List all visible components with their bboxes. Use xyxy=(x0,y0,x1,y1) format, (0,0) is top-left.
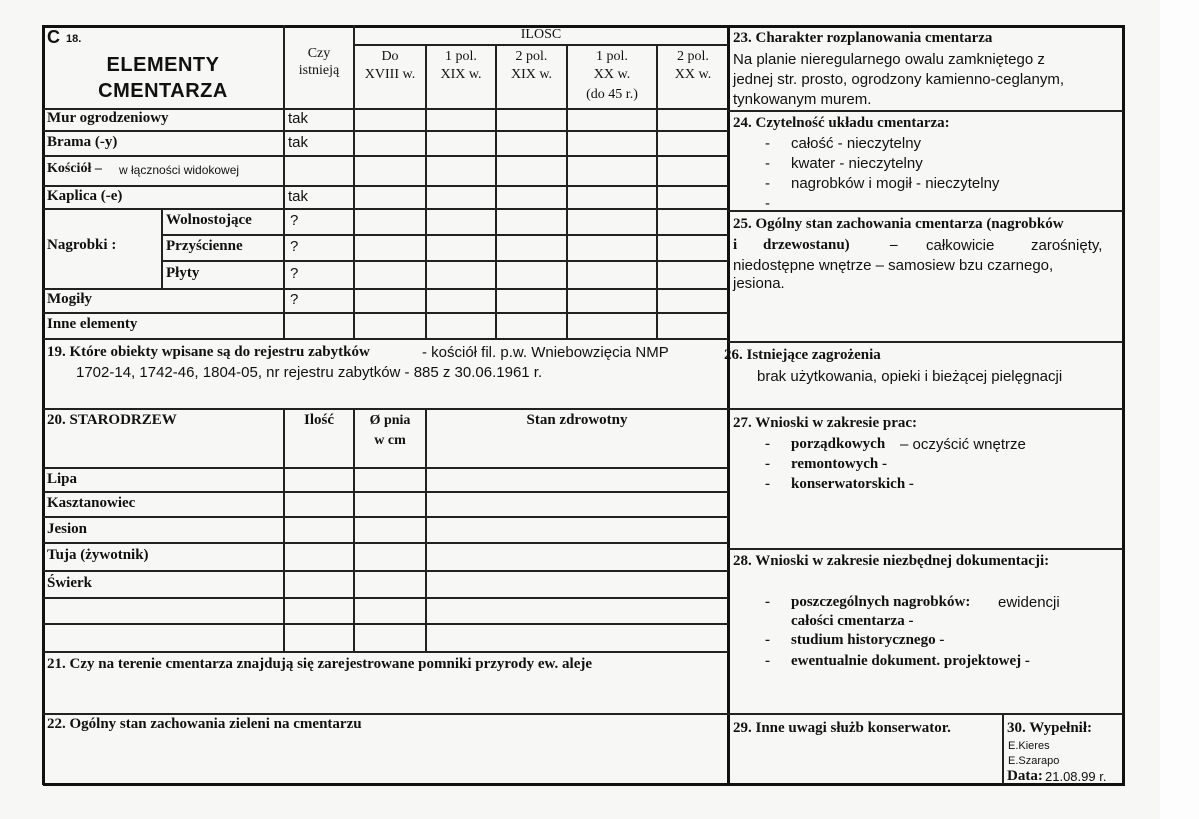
s24-item-dash: - xyxy=(765,135,770,152)
s27-item-value: – oczyścić wnętrze xyxy=(900,436,1026,453)
s27-item-text: konserwatorskich - xyxy=(791,476,914,492)
s28-item-dash: - xyxy=(765,653,770,669)
s23-line-1: Na planie nieregularnego owalu zamkniętego z xyxy=(733,51,1045,68)
row-wolno xyxy=(161,234,728,236)
row-s24 xyxy=(728,210,1123,212)
label-mogily: Mogiły xyxy=(47,291,92,307)
frame-right xyxy=(1122,25,1125,785)
tree-jesion: Jesion xyxy=(47,521,88,537)
row-przysc xyxy=(161,260,728,262)
s25-line-4: jesiona. xyxy=(733,275,785,292)
s30-name-1: E.Kieres xyxy=(1008,740,1050,752)
value-plyty: ? xyxy=(290,265,299,282)
s30-date-label: Data: xyxy=(1007,768,1043,784)
row-plyty xyxy=(43,288,728,290)
s23-line-2: jednej str. prosto, ogrodzony kamienno-ceglanym, xyxy=(733,71,1065,88)
s20-label: 20. STARODRZEW xyxy=(47,412,177,428)
label-brama: Brama (-y) xyxy=(47,134,118,150)
exists-header-2: istnieją xyxy=(298,63,340,78)
label-kosciol: Kościół – xyxy=(47,161,102,176)
s20-row-6 xyxy=(43,623,728,625)
s22-label: 22. Ogólny stan zachowania zieleni na cmentarzu xyxy=(47,716,362,732)
value-przysc: ? xyxy=(290,238,299,255)
s20-qty-header: Ilość xyxy=(304,412,334,428)
period-header-l1: 2 pol. xyxy=(677,49,709,64)
s29-label: 29. Inne uwagi służb konserwator. xyxy=(733,720,951,736)
period-header-l2: XX w. xyxy=(674,67,712,82)
value-wolno: ? xyxy=(290,212,299,229)
s24-item-dash: - xyxy=(765,195,770,212)
label-kaplica: Kaplica (-e) xyxy=(47,188,123,204)
period-header-l1: 1 pol. xyxy=(596,49,628,64)
value-mogily: ? xyxy=(290,291,299,308)
row-s27 xyxy=(728,548,1123,550)
s30-date-value: 21.08.99 r. xyxy=(1045,769,1107,784)
label-plyty: Płyty xyxy=(166,265,200,281)
col-s30 xyxy=(1002,713,1004,784)
s28-item-text: studium historycznego - xyxy=(791,632,945,648)
label-inne: Inne elementy xyxy=(47,316,138,332)
s27-item-dash: - xyxy=(765,476,770,492)
s24-item-dash: - xyxy=(765,155,770,172)
period-header-l1: Do xyxy=(381,49,399,64)
row-inne xyxy=(43,338,728,340)
col-p2-left xyxy=(425,44,427,338)
period-header-l2: XIX w. xyxy=(440,67,482,82)
s20-row-3 xyxy=(43,542,728,544)
s20-health-header: Stan zdrowotny xyxy=(526,412,628,428)
s20-row-1 xyxy=(43,491,728,493)
exists-header-1: Czy xyxy=(307,46,331,61)
row-s19 xyxy=(43,408,728,410)
row-s26 xyxy=(728,408,1123,410)
s24-label: 24. Czytelność układu cmentarza: xyxy=(733,115,950,131)
frame-left xyxy=(42,25,45,785)
period-header-l2: XX w. xyxy=(593,67,631,82)
s25-label-2c: – xyxy=(890,237,898,253)
period-header-l2: XVIII w. xyxy=(364,67,416,82)
s27-item-dash: - xyxy=(765,456,770,472)
s20-row-4 xyxy=(43,570,728,572)
row-mur xyxy=(43,130,728,132)
note-kosciol: w łączności widokowej xyxy=(119,163,240,177)
s27-item-dash: - xyxy=(765,436,770,452)
tree-swierk: Świerk xyxy=(47,575,92,591)
col-p3-left xyxy=(495,44,497,338)
s27-label: 27. Wnioski w zakresie prac: xyxy=(733,415,918,431)
row-s21 xyxy=(43,713,1123,715)
scan-margin xyxy=(1160,0,1199,819)
period-header-l1: 1 pol. xyxy=(445,49,477,64)
period-header-l1: 2 pol. xyxy=(515,49,548,64)
s20-col-qty xyxy=(283,408,285,651)
s27-item-text: porządkowych xyxy=(791,436,886,452)
s20-col-health xyxy=(425,408,427,651)
period-header-l3: (do 45 r.) xyxy=(586,87,638,102)
s25-label-2b: drzewostanu) xyxy=(763,237,850,253)
corner-number: 18. xyxy=(66,33,82,45)
label-mur: Mur ogrodzeniowy xyxy=(47,110,169,126)
col-p5-left xyxy=(656,44,658,338)
s23-label: 23. Charakter rozplanowania cmentarza xyxy=(733,30,993,46)
label-przysc: Przyścienne xyxy=(166,238,243,254)
s26-label: 26. Istniejące zagrożenia xyxy=(724,347,881,363)
frame-bottom xyxy=(43,783,1125,786)
value-brama: tak xyxy=(288,134,309,151)
s28-item-dash: - xyxy=(765,632,770,648)
s25-line-2e: zarośnięty, xyxy=(1031,237,1103,254)
s24-item-dash: - xyxy=(765,175,770,192)
label-wolno: Wolnostojące xyxy=(166,212,252,228)
col-nagrobki-sub xyxy=(161,208,163,288)
row-brama xyxy=(43,155,728,157)
frame-middle xyxy=(727,25,730,785)
s19-value-1: - kościół fil. p.w. Wniebowzięcia NMP xyxy=(422,344,669,361)
s28-item-dash: - xyxy=(765,594,770,610)
s20-trunk-header-2: w cm xyxy=(374,433,406,448)
s24-item-text: kwater - nieczytelny xyxy=(791,155,923,172)
s21-label: 21. Czy na terenie cmentarza znajdują się zarejestrowane pomniki przyrody ew. aleje xyxy=(47,656,593,672)
s25-label-1: 25. Ogólny stan zachowania cmentarza (nagrobków xyxy=(733,216,1064,232)
corner-letter: C xyxy=(47,27,60,47)
s19-value-2: 1702-14, 1742-46, 1804-05, nr rejestru zabytków - 885 z 30.06.1961 r. xyxy=(76,364,543,381)
s20-trunk-header-1: Ø pnia xyxy=(369,413,411,428)
row-kaplica xyxy=(43,208,728,210)
s30-label: 30. Wypełnił: xyxy=(1007,720,1093,736)
s28-item-text: poszczególnych nagrobków: xyxy=(791,594,971,610)
s28-label: 28. Wnioski w zakresie niezbędnej dokumentacji: xyxy=(733,553,1050,569)
label-nagrobki: Nagrobki : xyxy=(47,237,117,253)
tree-tuja: Tuja (żywotnik) xyxy=(47,547,149,563)
s20-row-7 xyxy=(43,651,728,653)
title-line1: ELEMENTY xyxy=(106,54,220,76)
s28-item-text: ewentualnie dokument. projektowej - xyxy=(791,653,1030,669)
s25-line-3: niedostępne wnętrze – samosiew bzu czarnego, xyxy=(733,257,1054,274)
row-ilosc xyxy=(353,44,728,46)
ilosc-header: ILOŚĆ xyxy=(520,27,562,42)
s20-row-5 xyxy=(43,597,728,599)
s19-label: 19. Które obiekty wpisane są do rejestru zabytków xyxy=(47,344,370,360)
s24-item-text: nagrobków i mogił - nieczytelny xyxy=(791,175,1000,192)
tree-lipa: Lipa xyxy=(47,471,78,487)
s28-item-value: ewidencji xyxy=(998,594,1060,611)
s28-item-text: całości cmentarza - xyxy=(791,613,914,629)
s20-row-head xyxy=(43,467,728,469)
tree-kasztanowiec: Kasztanowiec xyxy=(47,495,136,511)
row-kosciol xyxy=(43,185,728,187)
s23-line-3: tynkowanym murem. xyxy=(733,91,872,108)
value-mur: tak xyxy=(288,110,309,127)
s25-line-2d: całkowicie xyxy=(926,237,995,254)
period-header-l2: XIX w. xyxy=(510,67,553,82)
s27-item-text: remontowych - xyxy=(791,456,887,472)
s30-name-2: E.Szarapo xyxy=(1008,755,1060,767)
title-line2: CMENTARZA xyxy=(98,80,228,102)
row-s23 xyxy=(728,110,1123,112)
s26-value: brak użytkowania, opieki i bieżącej pielęgnacji xyxy=(757,368,1063,385)
row-mogily xyxy=(43,312,728,314)
s24-item-text: całość - nieczytelny xyxy=(791,135,922,152)
s20-row-2 xyxy=(43,516,728,518)
s25-label-2a: i xyxy=(733,237,738,253)
row-s25 xyxy=(728,341,1123,343)
value-kaplica: tak xyxy=(288,188,309,205)
